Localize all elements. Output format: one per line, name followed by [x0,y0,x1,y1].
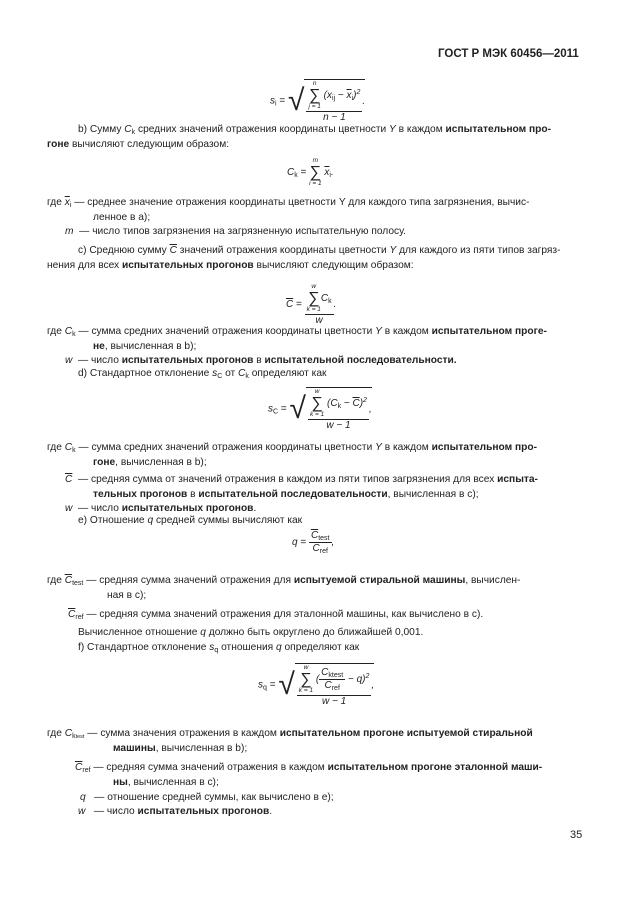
paragraph-c: c) Среднюю сумму $\overline{C}$ значений отражения координаты цветности Y для каждого из пяти типов загряз- [78,245,561,256]
where-ck-test: где $C_{ktest}$ — сумма значения отражения в каждом испытательном прогоне испытуемой стиральной [47,728,533,740]
where-w-1: w — число испытательных прогонов в испытательной последовательности. [65,355,457,366]
where-m: m — число типов загрязнения на загрязненную испытательную полосу. [65,226,407,237]
formula-ck: $C_k$ = m ∑ i = 1 $\overline{x}_i$. [287,157,334,187]
where-cref-2: $\overline{C}_{ref}$ — средняя сумма значений отражения в каждом испытательном прогоне эталонной маши- [75,762,543,774]
formula-sq: $s_q$ = √ w ∑ k = 1 ( $\frac{C_{ktest}}{\overline{C}_{ref}}$ − q)$^2$ w − 1 , [258,664,375,707]
document-header: ГОСТ Р МЭК 60456—2011 [438,48,579,60]
where-xi: где $\overline{x}_i$ — среднее значение отражения координаты цветности Y для каждого типа загрязнения, вычис- [47,197,530,209]
where-w-3: w — число испытательных прогонов. [78,806,273,817]
paragraph-b: b) Сумму $C_k$ средних значений отражения координаты цветности Y в каждом испытательном про- [78,124,551,136]
page-number: 35 [570,829,583,841]
where-cbar: $\overline{C}$ — средняя сумма от значений отражения в каждом из пяти типов загрязнения для всех испыта- [65,474,538,485]
where-ck-1: где $C_k$ — сумма средних значений отражения координаты цветности Y в каждом испытательном проге- [47,326,547,338]
where-w-2: w — число испытательных прогонов. [65,503,257,514]
where-ctest: где $\overline{C}_{test}$ — средняя сумма значений отражения для испытуемой стиральной машины, вычислен- [47,575,521,587]
where-cref: $\overline{C}_{ref}$ — средняя сумма значений отражения для эталонной машины, как вычислено в c). [68,609,484,621]
paragraph-e: e) Отношение q средней суммы вычисляют как [78,515,303,526]
where-q: q — отношение средней суммы, как вычислено в e); [80,792,334,803]
paragraph-d: d) Стандартное отклонение $s_C$ от $C_k$ определяют как [78,368,327,380]
formula-q: q = $\frac{\overline{C}_{test}}{\overline{C}_{ref}}$ , [292,530,335,555]
where-ck-2: где $C_k$ — сумма средних значений отражения координаты цветности Y в каждом испытательном про- [47,442,538,454]
formula-si: $s_i$ = √ n ∑ j = 1 $(x_{ij} - \overline{x}_i)^2$ n − 1 . [270,80,366,123]
formula-sc: $s_C$ = √ w ∑ k = 1 $(C_k - \overline{C})^2$ w − 1 , [268,388,372,431]
formula-cbar: $\overline{C}$ = w ∑ k = 1 $C_k$ w . [286,283,337,326]
document-page: ГОСТ Р МЭК 60456—2011 $s_i$ = √ n ∑ j = 1 $(x_{ij} - \overline{x}_i)^2$ n − 1 . b) Сумму $C_k$ средних значений отражения координаты цветности Y в каждом испытательном про- гоне вычисляют следующим образом: $C_k$ = m ∑ i = 1 $\overline{x}_i$. где $\overline{x}_i$ — среднее значение отражения координаты цветности Y для каждого типа загрязнения, вычис- ленное в a); m — число типов загрязнения на загрязненную испытательную полосу. c) Среднюю сумму $\overline{C}$ значений отражения координаты цветности Y для каждого из пяти типов загряз- нения для всех испытательных прогонов вычисляют следующим образом: $\overline{C}$ = w ∑ k = 1 $C_k$ w . где $C_k$ — сумма средних значений отражения координаты цветности Y в каждом испытательном проге- не, вычисленная в b); w — число испытательных прогонов в испытательной последовательности. d) Стандартное отклонение $s_C$ от $C_k$ определяют как $s_C$ = √ w ∑ k = 1 $(C_k - \overline{C})^2$ w − 1 , где $C_k$ — сумма средних значений отражения координаты цветности Y в каждом испытательном про- гоне, вычисленная в b); $\overline{C}$ — средняя сумма от значений отражения в каждом из пяти типов загрязнения для всех испыта- тельных прогонов в испытательной последовательности, вычисленная в c); w — число испытательных прогонов. e) Отношение q средней суммы вычисляют как q = $\frac{\overline{C}_{test}}{\overline{C}_{ref}}$ , где $\overline{C}_{test}$ — средняя сумма значений отражения для испытуемой стиральной машины, вычислен- ная в c); $\overline{C}_{ref}$ — средняя сумма значений отражения для эталонной машины, как вычислено в c). Вычисленное отношение q должно быть округлено до ближайшей 0,001. f) Стандартное отклонение $s_q$ отношения q определяют как $s_q$ = √ w ∑ k = 1 ( $\frac{C_{ktest}}{\overline{C}_{ref}}$ − q)$^2$ w − 1 , где $C_{ktest}$ — сумма значения отражения в каждом испытательном прогоне испытуемой стиральной машины, вычисленная в b); $\overline{C}_{ref}$ — средняя сумма значений отражения в каждом испытательном прогоне эталонной маши- ны, вычисленная в c); q — отношение средней суммы, как вычислено в e); w — число испытательных прогонов. 35 [47,48,583,841]
paragraph-f: f) Стандартное отклонение $s_q$ отношения q определяют как [78,642,360,654]
rounding-note: Вычисленное отношение q должно быть округлено до ближайшей 0,001. [78,627,424,638]
